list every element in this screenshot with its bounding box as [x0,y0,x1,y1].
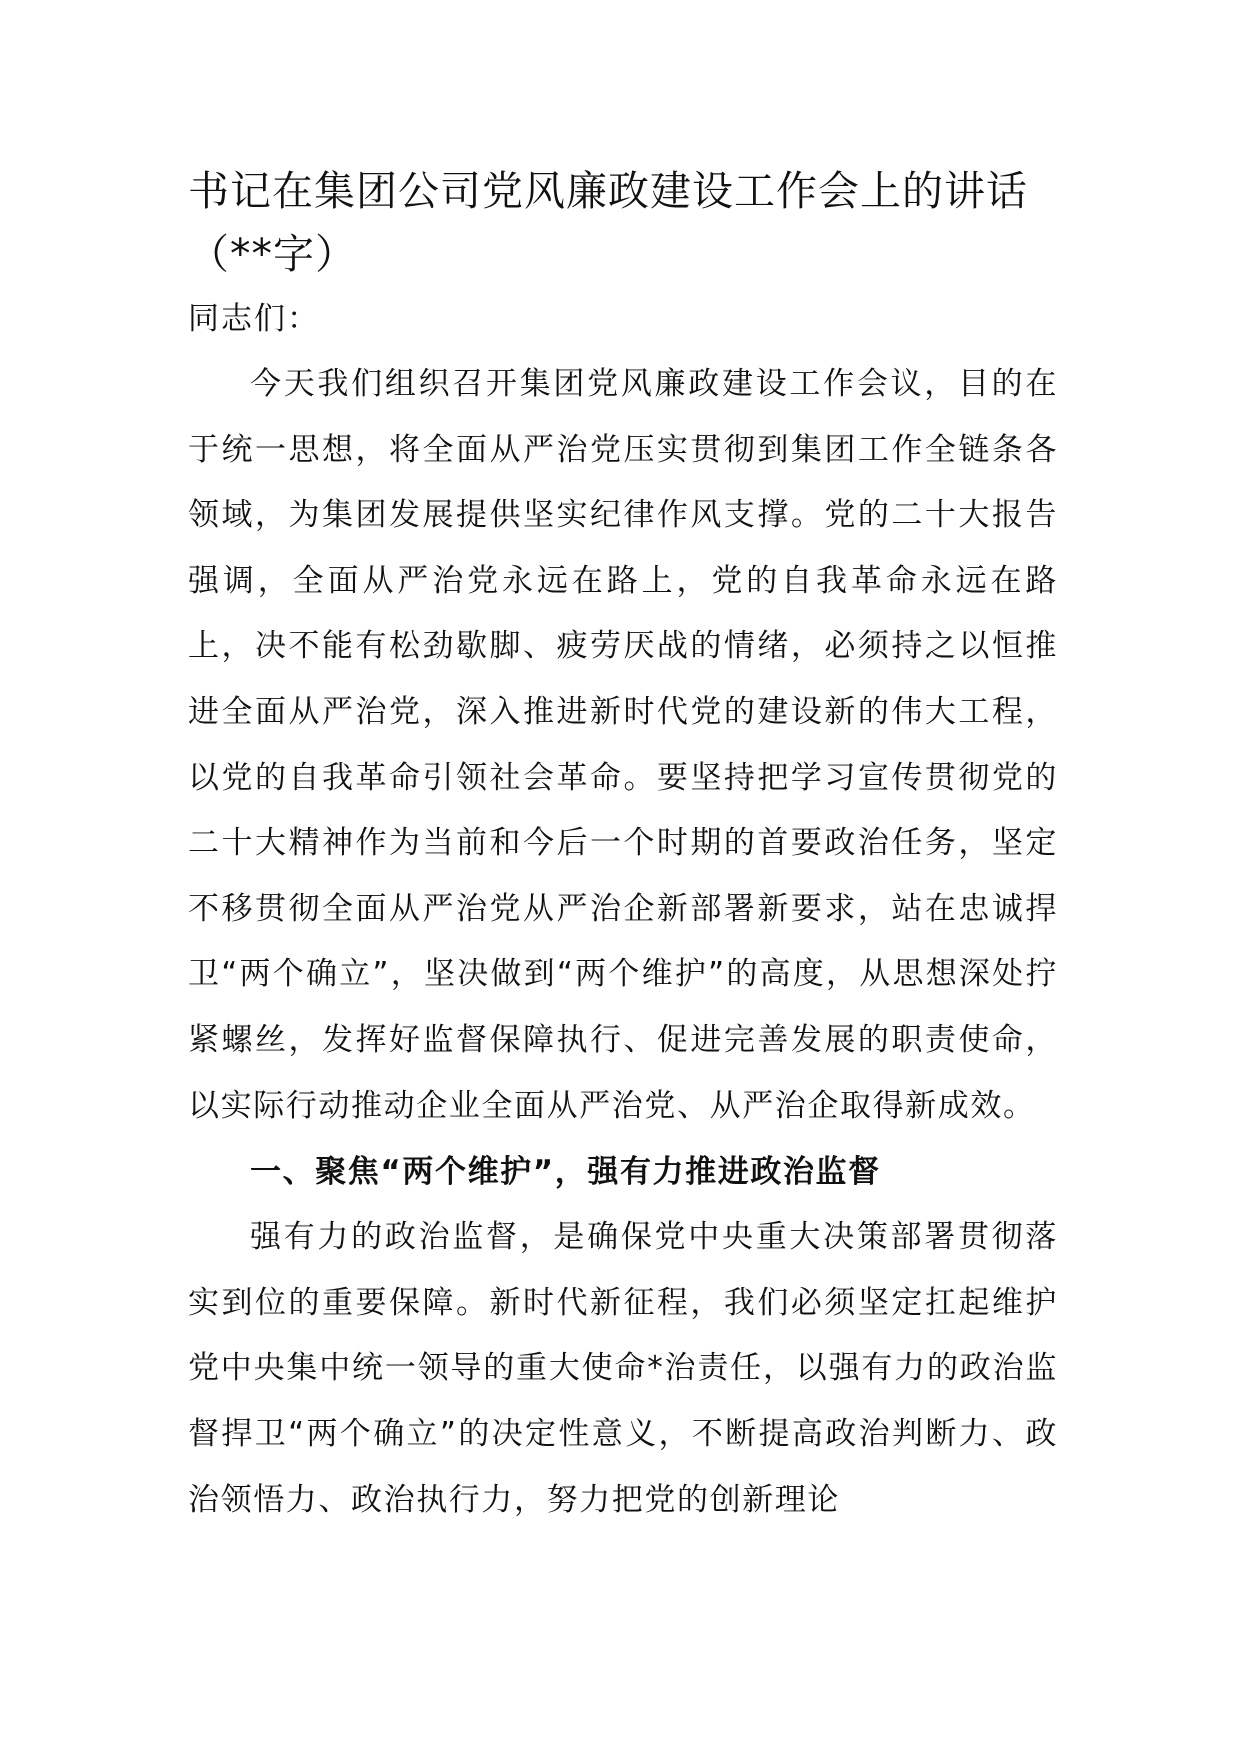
document-title: 书记在集团公司党风廉政建设工作会上的讲话（**字） [188,167,1028,278]
intro-paragraph: 今天我们组织召开集团党风廉政建设工作会议，目的在于统一思想，将全面从严治党压实贯彻到集团工作全链条各领域，为集团发展提供坚实纪律作风支撑。党的二十大报告强调，全面从严治党永远在路上，党的自我革命永远在路上，决不能有松劲歇脚、疲劳厌战的情绪，必须持之以恒推进全面从严治党，深入推进新时代党的建设新的伟大工程，以党的自我革命引领社会革命。要坚持把学习宣传贯彻党的二十大精神作为当前和今后一个时期的首要政治任务，坚定不移贯彻全面从严治党从严治企新部署新要求，站在忠诚捍卫“两个确立”，坚决做到“两个维护”的高度，从思想深处拧紧螺丝，发挥好监督保障执行、促进完善发展的职责使命，以实际行动推动企业全面从严治党、从严治企取得新成效。 [188,366,1058,1124]
section-1-paragraph: 强有力的政治监督，是确保党中央重大决策部署贯彻落实到位的重要保障。新时代新征程，我们必须坚定扛起维护党中央集中统一领导的重大使命*治责任，以强有力的政治监督捍卫“两个确立”的决定性意义，不断提高政治判断力、政治领悟力、政治执行力，努力把党的创新理论 [188,1219,1058,1518]
section-1-heading: 一、聚焦“两个维护”，强有力推进政治监督 [250,1154,881,1191]
document-body [188,160,1058,1533]
salutation: 同志们： [188,301,320,337]
